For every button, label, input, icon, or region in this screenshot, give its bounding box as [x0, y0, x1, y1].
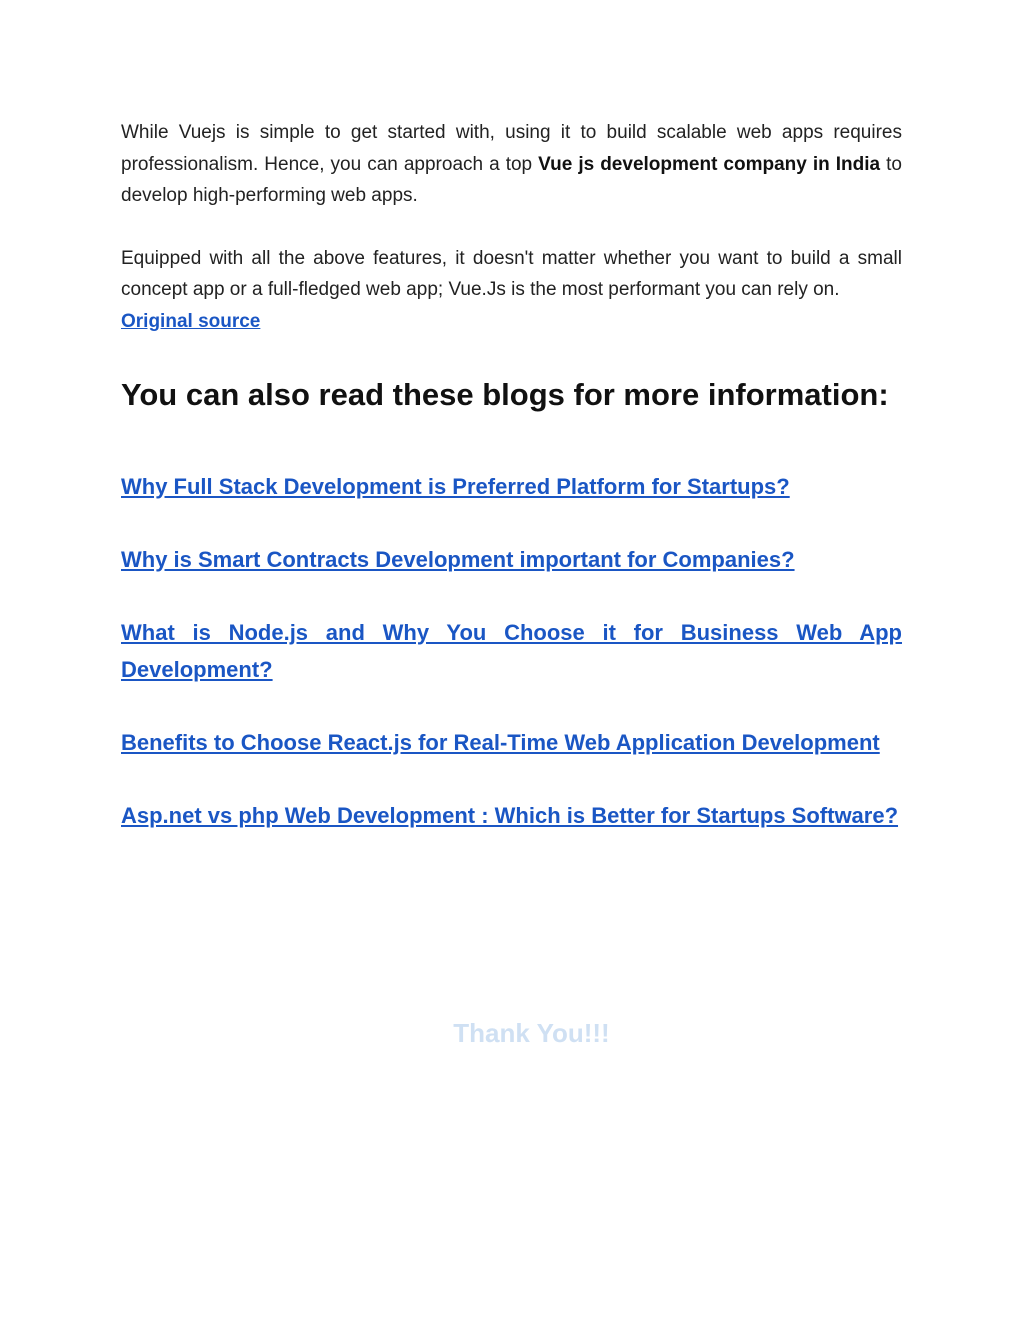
summary-paragraph: Equipped with all the above features, it doesn't matter whether you want to build a small concept app or a full-fledged web app; Vue.Js is the most performant you can rely on.	[121, 247, 902, 300]
company-bold-text: Vue js development company in India	[538, 153, 881, 175]
original-source-link[interactable]: Original source	[121, 310, 261, 332]
blog-link-nodejs[interactable]: What is Node.js and Why You Choose it for Business Web App Development?	[121, 619, 902, 682]
blog-link-smart-contracts[interactable]: Why is Smart Contracts Development important for Companies?	[121, 546, 795, 572]
list-item	[121, 541, 902, 578]
related-blogs-heading: You can also read these blogs for more information:	[121, 376, 889, 412]
list-item	[121, 724, 902, 761]
intro-paragraph	[121, 117, 902, 212]
thank-you-text: Thank You!!!	[453, 1018, 610, 1048]
intro-text-start: While Vuejs is simple to get started with, using it to build scalable web apps requires professionalism. Hence, you can approach a top	[121, 122, 902, 175]
blog-link-aspnet-vs-php[interactable]: Asp.net vs php Web Development : Which is Better for Startups Software?	[121, 802, 899, 828]
intro-text-end: to develop high-performing web apps.	[121, 153, 902, 206]
list-item	[121, 797, 902, 834]
blog-link-reactjs[interactable]: Benefits to Choose React.js for Real-Time Web Application Development	[121, 729, 880, 755]
blog-link-full-stack[interactable]: Why Full Stack Development is Preferred Platform for Startups?	[121, 473, 790, 499]
list-item	[121, 614, 902, 688]
list-item	[121, 468, 902, 505]
related-blogs-list	[121, 468, 902, 834]
document-page	[121, 117, 902, 870]
